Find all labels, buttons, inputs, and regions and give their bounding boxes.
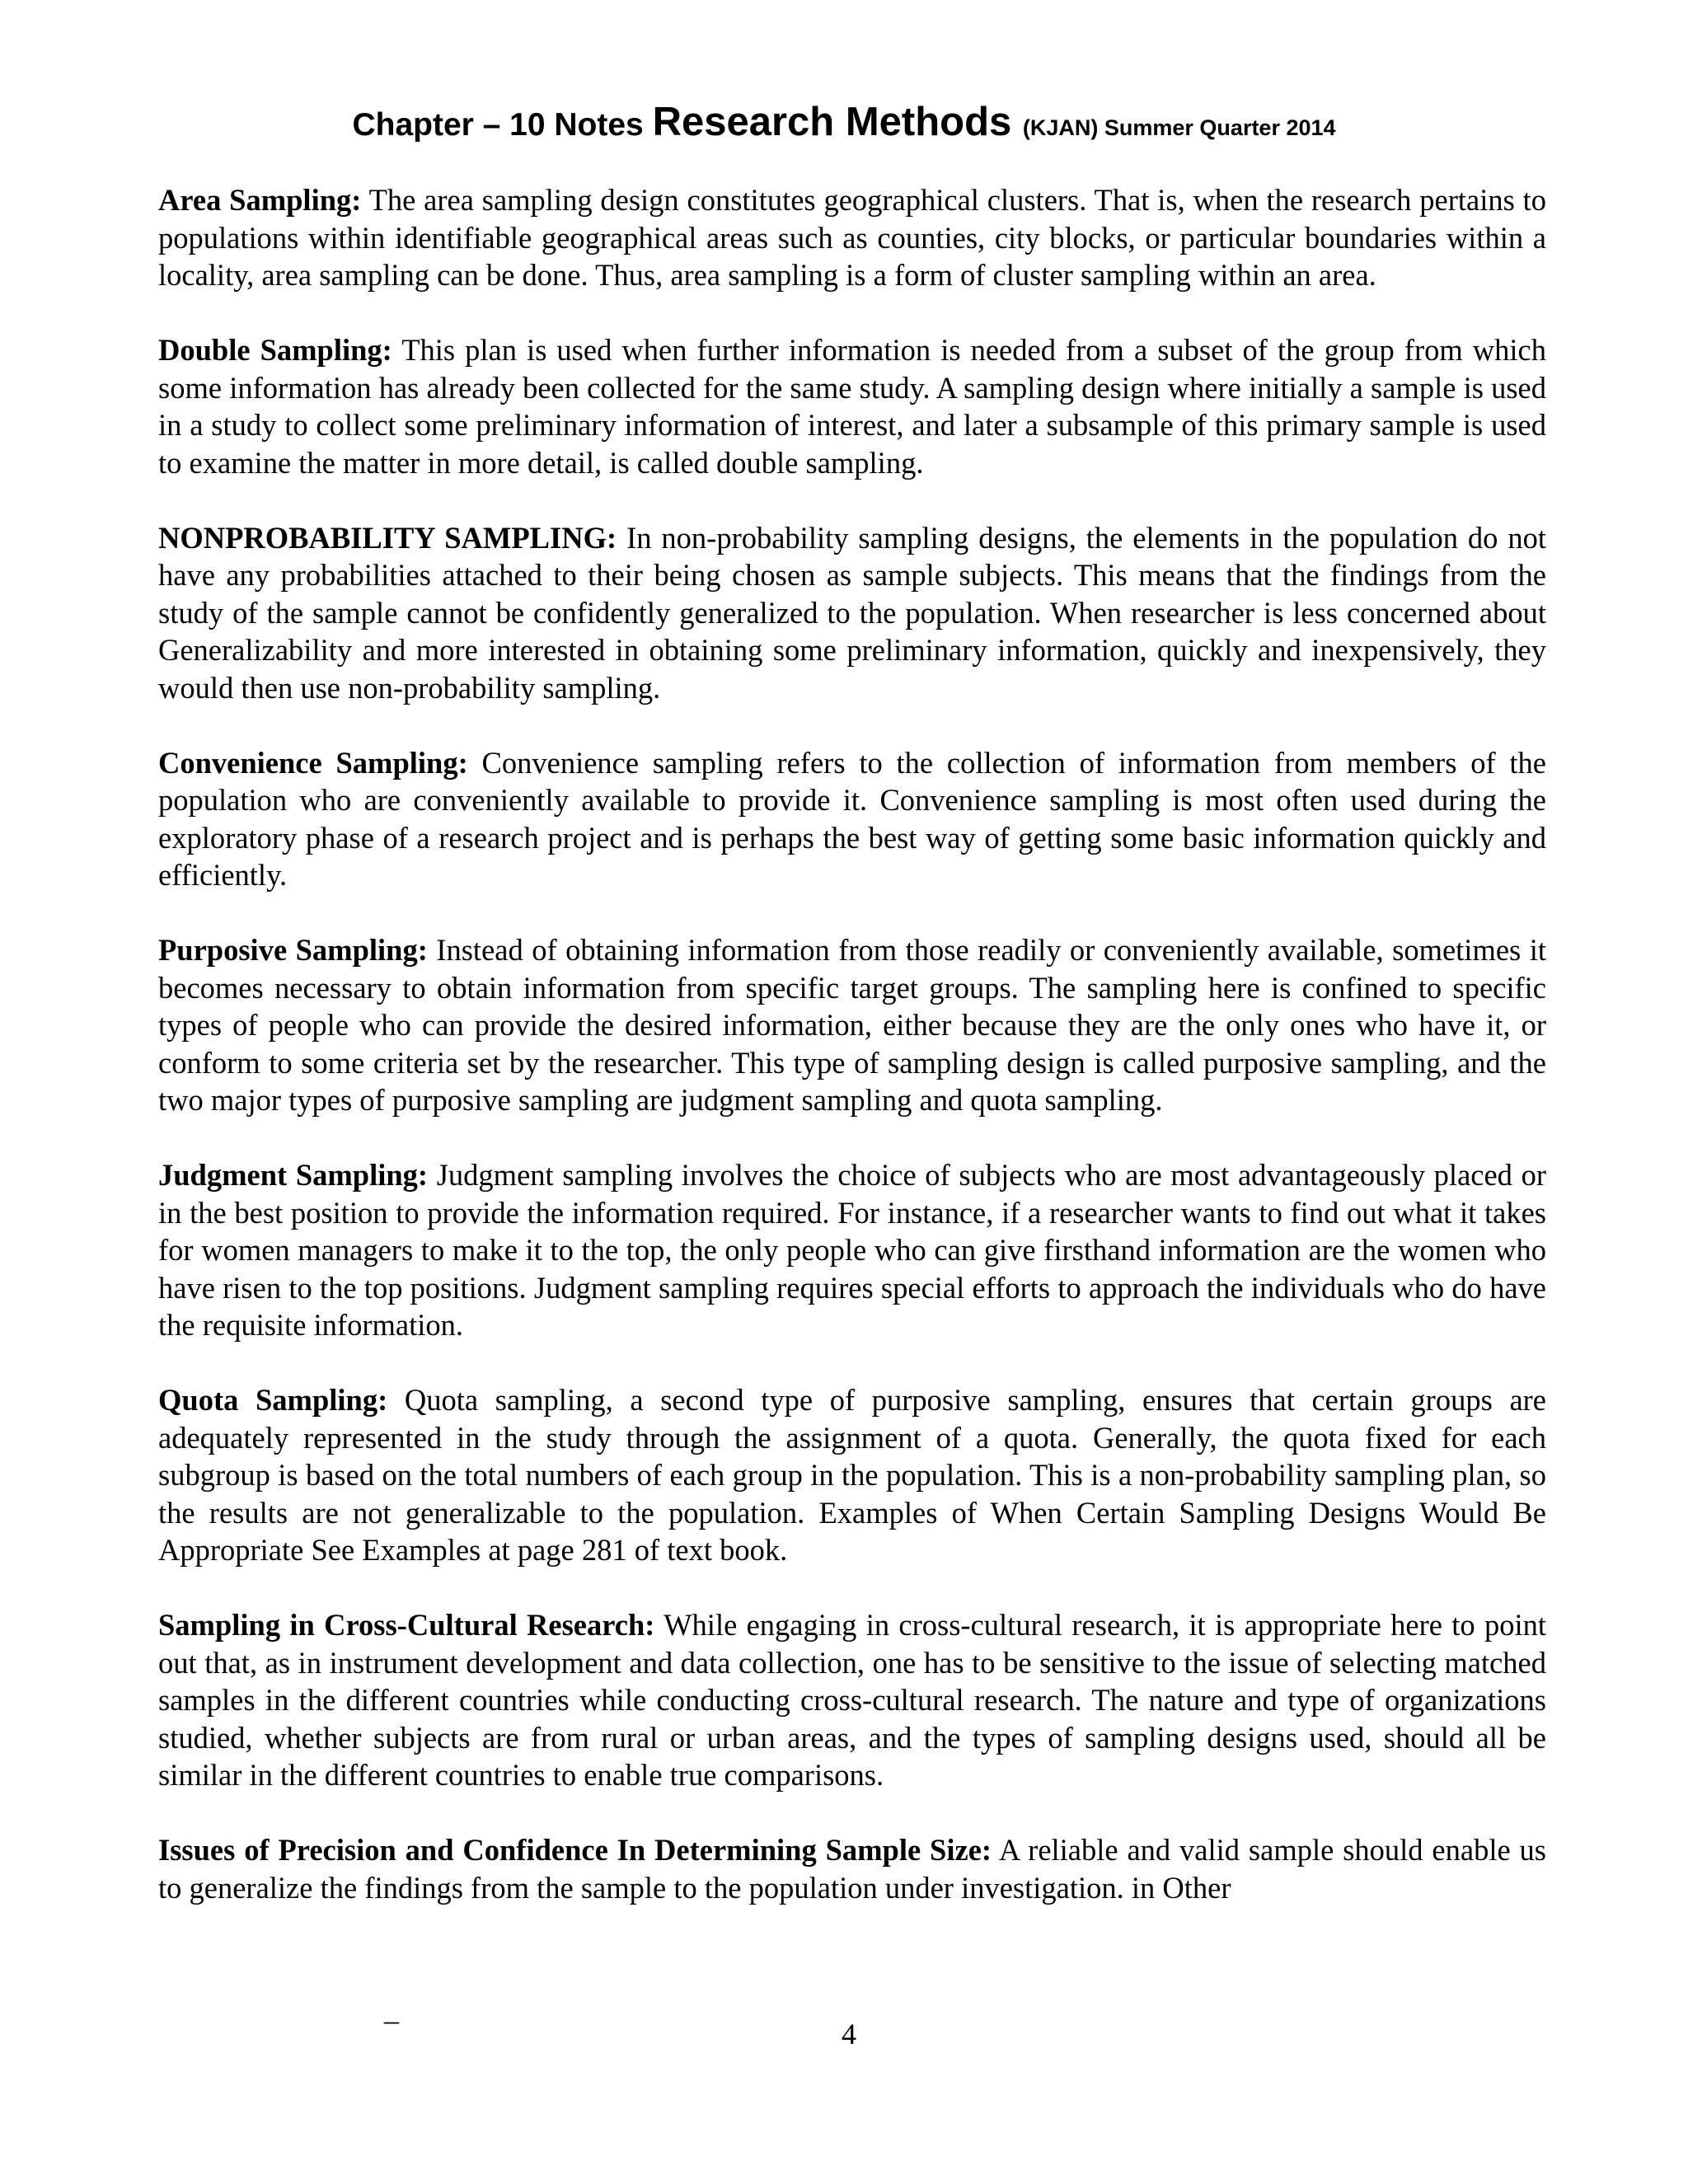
header-term: (KJAN) Summer Quarter 2014 — [1022, 115, 1336, 140]
page-number: 4 — [842, 2018, 856, 2050]
term: Judgment Sampling: — [158, 1158, 429, 1192]
paragraph-text: While engaging in cross-cultural research, it is appropriate here to point out that, as in instrument development and data collection, one has to be sensitive to the issue of selecting matched samples in the different countries while conducting cross-cultural research. The nature and type of organizations studied, whether subjects are from rural or urban areas, and the types of sampling designs used, should all be similar in the different countries to enable true comparisons. — [158, 1608, 1547, 1792]
document-body — [158, 181, 1546, 1944]
header-chapter: Chapter – 10 Notes — [352, 107, 653, 143]
paragraph-judgment-sampling — [158, 1156, 1546, 1344]
term: Purposive Sampling: — [158, 933, 428, 967]
term: Sampling in Cross-Cultural Research: — [158, 1608, 655, 1642]
paragraph-text: The area sampling design constitutes geographical clusters. That is, when the research pertains to populations within identifiable geographical areas such as counties, city blocks, or particular boundaries within a locality, area sampling can be done. Thus, area sampling is a form of cluster sampling within an area. — [158, 183, 1547, 292]
paragraph-double-sampling — [158, 331, 1546, 481]
paragraph-cross-cultural-sampling — [158, 1606, 1546, 1794]
header-course-title: Research Methods — [652, 100, 1023, 144]
paragraph-nonprobability-sampling — [158, 519, 1546, 707]
paragraph-area-sampling — [158, 181, 1546, 294]
term: Quota Sampling: — [158, 1383, 388, 1417]
term: Area Sampling: — [158, 183, 362, 217]
paragraph-text: This plan is used when further information is needed from a subset of the group from which some information has already been collected for the same study. A sampling design where initially a sample is used in a study to collect some preliminary information of interest, and later a subsample of this primary sample is used to examine the matter in more detail, is called double sampling. — [158, 333, 1546, 480]
paragraph-precision-confidence — [158, 1831, 1546, 1906]
footer-dash: – — [384, 2004, 399, 2036]
term: NONPROBABILITY SAMPLING: — [158, 520, 617, 555]
paragraph-text: Convenience sampling refers to the collection of information from members of the population who are conveniently available to provide it. Convenience sampling is most often used during the exploratory phase of a research project and is perhaps the best way of getting some basic information quickly and efficiently. — [158, 745, 1546, 892]
paragraph-text: In non-probability sampling designs, the elements in the population do not have any probabilities attached to their being chosen as sample subjects. This means that the findings from the study of the sample cannot be confidently generalized to the population. When researcher is less concerned about Generalizability and more interested in obtaining some preliminary information, quickly and inexpensively, they would then use non-probability sampling. — [158, 520, 1547, 705]
paragraph-quota-sampling — [158, 1381, 1546, 1569]
paragraph-text: Judgment sampling involves the choice of subjects who are most advantageously placed or in the best position to provide the information required. For instance, if a researcher wants to find out what it takes for women managers to make it to the top, the only people who can give firsthand information are the women who have risen to the top positions. Judgment sampling requires special efforts to approach the individuals who do have the requisite information. — [158, 1158, 1546, 1342]
paragraph-text: Quota sampling, a second type of purposive sampling, ensures that certain groups are adequately represented in the study through the assignment of a quota. Generally, the quota fixed for each subgroup is based on the total numbers of each group in the population. This is a non-probability sampling plan, so the results are not generalizable to the population. Examples of When Certain Sampling Designs Would Be Appropriate See Examples at page 281 of text book. — [158, 1383, 1546, 1567]
paragraph-convenience-sampling — [158, 744, 1546, 894]
paragraph-text: A reliable and valid sample should enable us to generalize the findings from the sample to the population under investigation. in Other — [158, 1833, 1546, 1905]
paragraph-purposive-sampling — [158, 931, 1546, 1119]
term: Convenience Sampling: — [158, 745, 468, 780]
page-header — [0, 99, 1688, 145]
term: Double Sampling: — [158, 333, 392, 367]
paragraph-text: Instead of obtaining information from those readily or conveniently available, sometimes it becomes necessary to obtain information from specific target groups. The sampling here is confined to specific types of people who can provide the desired information, either because they are the only ones who have it, or conform to some criteria set by the researcher. This type of sampling design is called purposive sampling, and the two major types of purposive sampling are judgment sampling and quota sampling. — [158, 933, 1546, 1117]
term: Issues of Precision and Confidence In Determining Sample Size: — [158, 1833, 992, 1867]
